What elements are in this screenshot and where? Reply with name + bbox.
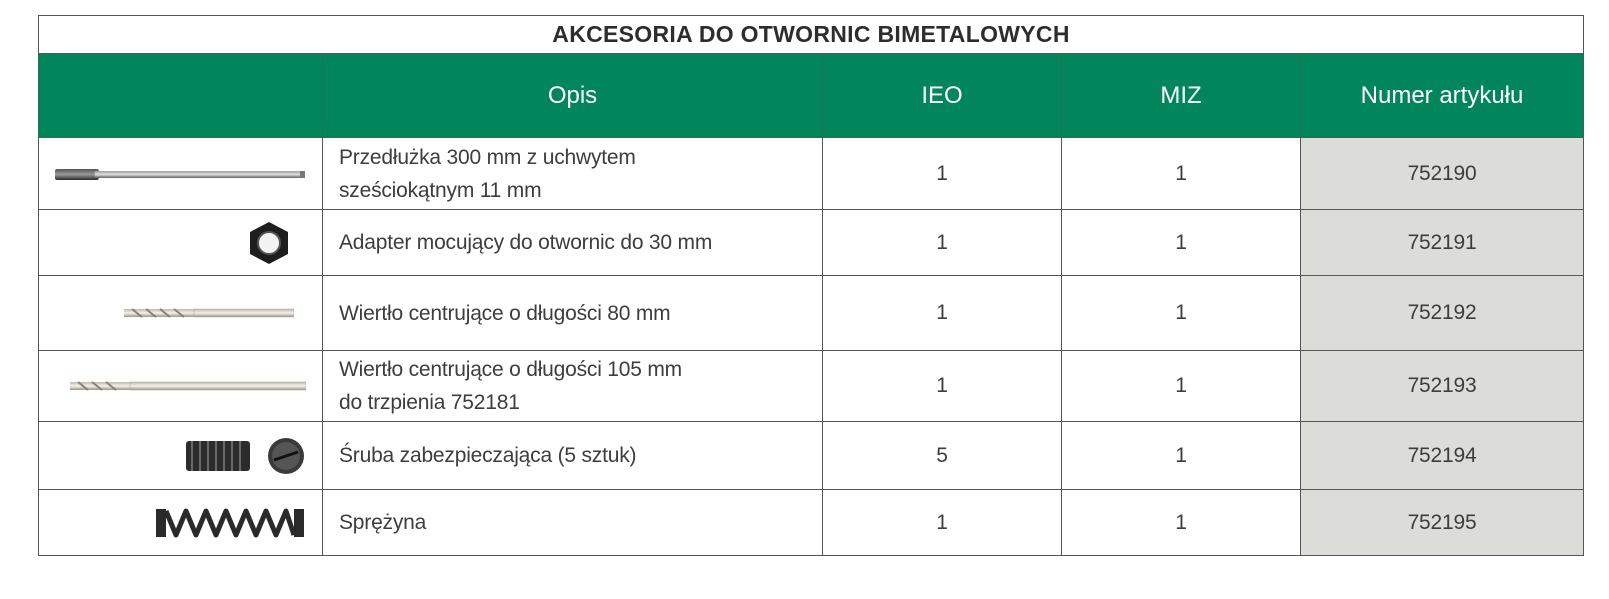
header-article-number: Numer artykułu	[1301, 54, 1584, 138]
cell-miz: 1	[1062, 210, 1301, 276]
cell-article-number: 752195	[1301, 490, 1584, 556]
row-description	[323, 210, 823, 276]
cell-miz: 1	[1062, 276, 1301, 351]
cell-article-number: 752194	[1301, 422, 1584, 490]
description-line-2: sześciokątnym 11 mm	[339, 178, 542, 202]
cell-miz: 1	[1062, 422, 1301, 490]
cell-article-number: 752190	[1301, 138, 1584, 210]
table-header-row	[39, 54, 1584, 138]
description-line-1: Sprężyna	[339, 511, 427, 534]
cell-ieo: 1	[823, 138, 1062, 210]
product-image-cell	[39, 351, 323, 422]
description-line-2: do trzpienia 752181	[339, 391, 520, 414]
row-description	[323, 490, 823, 556]
row-description	[323, 351, 823, 422]
table-row	[39, 138, 1584, 210]
header-ieo: IEO	[823, 54, 1062, 138]
cell-miz: 1	[1062, 351, 1301, 422]
header-image	[39, 54, 323, 138]
cell-article-number: 752191	[1301, 210, 1584, 276]
cell-ieo: 1	[823, 276, 1062, 351]
description-line-1: Wiertło centrujące o długości 105 mm	[339, 358, 682, 381]
cell-ieo: 1	[823, 351, 1062, 422]
product-image-cell	[39, 210, 323, 276]
table-title: AKCESORIA DO OTWORNIC BIMETALOWYCH	[39, 16, 1584, 54]
set-screw-icon	[186, 436, 306, 476]
cell-miz: 1	[1062, 490, 1301, 556]
row-description	[323, 422, 823, 490]
pilot-drill-short-icon	[124, 305, 294, 321]
description-line-1: Wiertło centrujące o długości 80 mm	[339, 301, 671, 325]
cell-ieo: 5	[823, 422, 1062, 490]
accessories-table	[38, 15, 1584, 556]
hex-adapter-icon	[246, 220, 292, 266]
extension-rod-icon	[55, 166, 306, 182]
description-line-1: Śruba zabezpieczająca (5 sztuk)	[339, 444, 637, 467]
row-description	[323, 138, 823, 210]
product-image-cell	[39, 422, 323, 490]
table-row	[39, 210, 1584, 276]
cell-miz: 1	[1062, 138, 1301, 210]
cell-ieo: 1	[823, 210, 1062, 276]
header-miz: MIZ	[1062, 54, 1301, 138]
pilot-drill-long-icon	[70, 378, 306, 394]
header-description: Opis	[323, 54, 823, 138]
cell-article-number: 752193	[1301, 351, 1584, 422]
description-line-1: Przedłużka 300 mm z uchwytem	[339, 145, 636, 169]
table-row	[39, 351, 1584, 422]
row-description	[323, 276, 823, 351]
cell-ieo: 1	[823, 490, 1062, 556]
cell-article-number: 752192	[1301, 276, 1584, 351]
spring-icon	[156, 505, 306, 541]
table-row	[39, 422, 1584, 490]
table-row	[39, 490, 1584, 556]
description-line-1: Adapter mocujący do otwornic do 30 mm	[339, 231, 713, 254]
accessories-table-wrapper	[38, 15, 1583, 556]
product-image-cell	[39, 138, 323, 210]
product-image-cell	[39, 490, 323, 556]
table-row	[39, 276, 1584, 351]
product-image-cell	[39, 276, 323, 351]
